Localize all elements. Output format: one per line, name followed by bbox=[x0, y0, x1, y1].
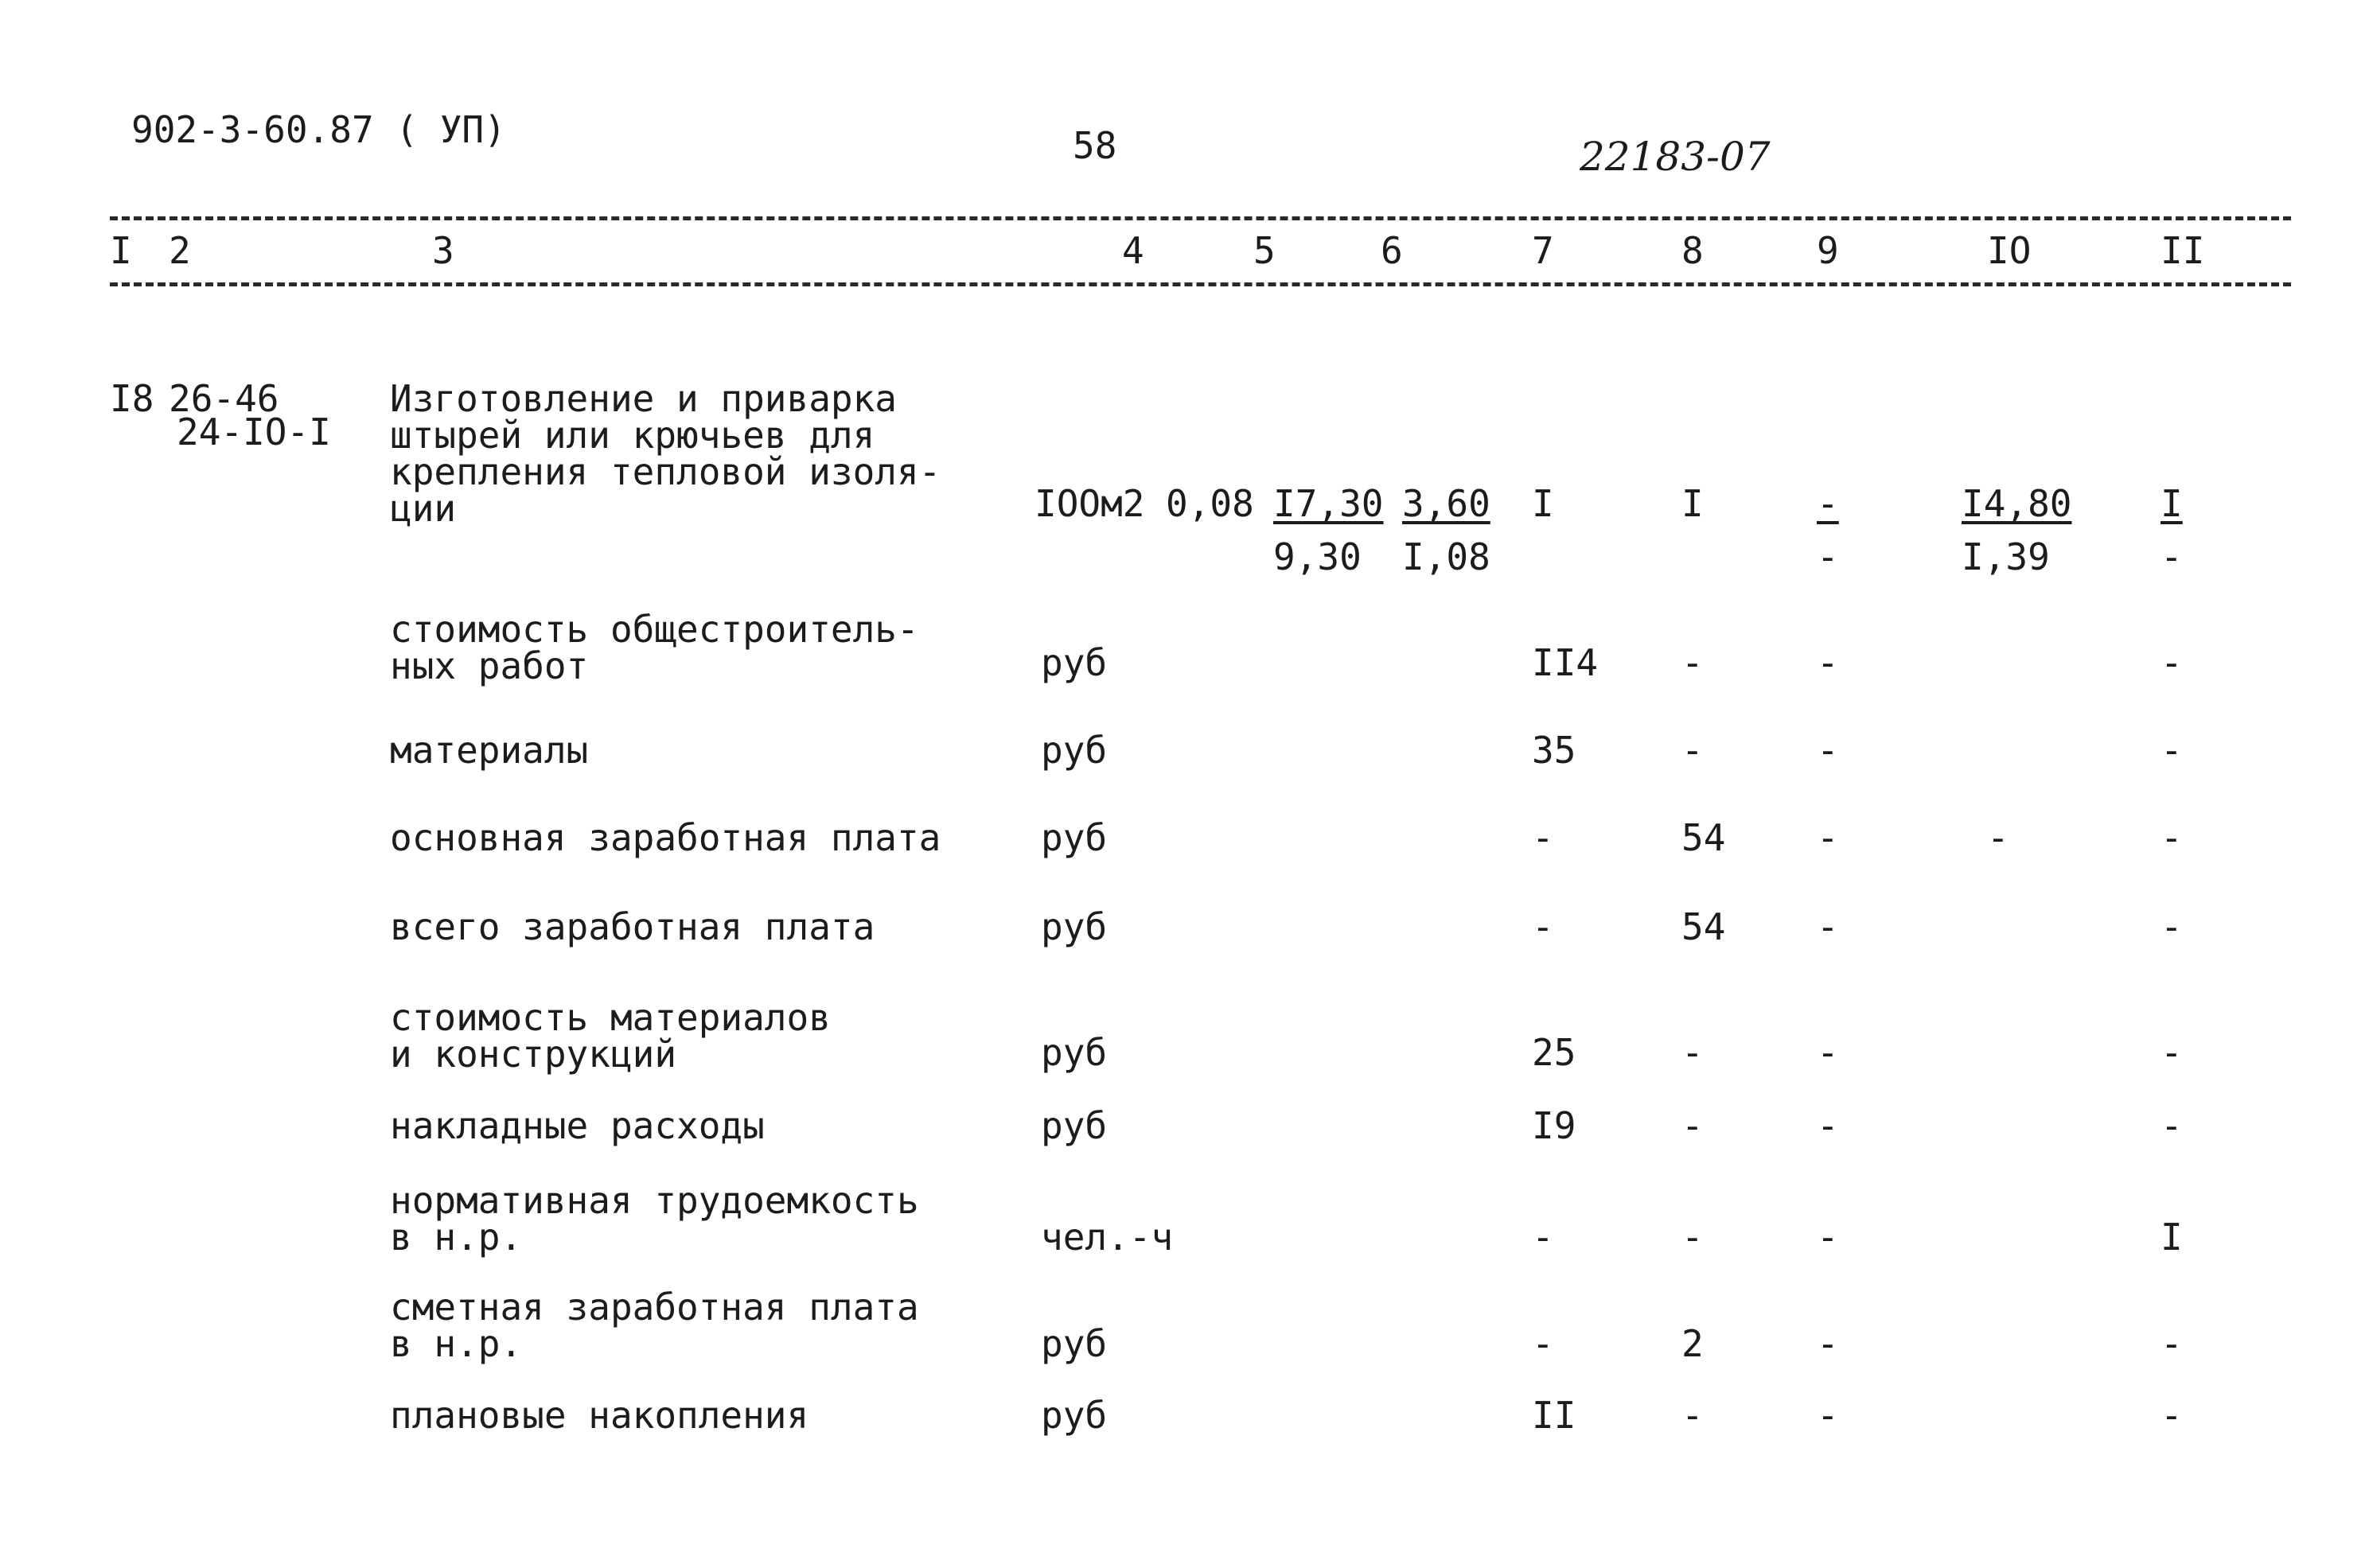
document-code: 902-3-60.87 ( УП) bbox=[131, 108, 506, 151]
cost-row-label: материалы bbox=[390, 729, 589, 772]
cost-row-value: - bbox=[1817, 1104, 1839, 1147]
cost-row-value: - bbox=[2161, 729, 2183, 772]
column-number: IO bbox=[1987, 229, 2032, 272]
column-number: 3 bbox=[432, 229, 454, 272]
cost-row-value: I9 bbox=[1532, 1104, 1576, 1147]
cost-row-value: - bbox=[1817, 1322, 1839, 1365]
cost-row-value: 54 bbox=[1681, 905, 1726, 948]
item-value: I bbox=[2161, 482, 2183, 525]
cost-row-value: - bbox=[2161, 1322, 2183, 1365]
cost-row-unit: руб bbox=[1041, 641, 1108, 684]
cost-row-value: - bbox=[2161, 1104, 2183, 1147]
column-number: 8 bbox=[1681, 229, 1704, 272]
cost-row-unit: руб bbox=[1041, 1031, 1108, 1074]
column-number: II bbox=[2161, 229, 2205, 272]
cost-row-value: - bbox=[2161, 641, 2183, 684]
item-value: - bbox=[2161, 535, 2183, 578]
cost-row-value: - bbox=[1532, 816, 1554, 859]
item-price: 3,60 bbox=[1402, 482, 1490, 525]
column-number: I bbox=[110, 229, 132, 272]
cost-row-unit: руб bbox=[1041, 816, 1108, 859]
cost-row-label: стоимость общестроитель- ных работ bbox=[390, 608, 919, 687]
cost-row-value: - bbox=[1681, 1216, 1704, 1259]
cost-row-value: I bbox=[2161, 1216, 2183, 1259]
cost-row-value: - bbox=[1532, 1322, 1554, 1365]
item-quantity: 0,08 bbox=[1166, 482, 1254, 525]
cost-row-value: - bbox=[1817, 729, 1839, 772]
cost-row-value: - bbox=[1681, 641, 1704, 684]
item-unit: IOOм2 bbox=[1034, 482, 1145, 525]
cost-row-label: накладные расходы bbox=[390, 1104, 765, 1147]
cost-row-value: - bbox=[2161, 1031, 2183, 1074]
cost-row-value: - bbox=[1681, 1394, 1704, 1437]
item-value: I,39 bbox=[1962, 535, 2050, 578]
item-value: - bbox=[1817, 482, 1839, 525]
item-price: 9,30 bbox=[1273, 535, 1362, 578]
item-price: I,08 bbox=[1402, 535, 1490, 578]
column-number: 2 bbox=[169, 229, 191, 272]
column-number: 6 bbox=[1381, 229, 1403, 272]
cost-row-value: - bbox=[1817, 816, 1839, 859]
cost-row-label: нормативная трудоемкость в н.р. bbox=[390, 1179, 919, 1259]
stamp-number: 22183-07 bbox=[1580, 134, 1771, 180]
cost-row-value: - bbox=[2161, 1394, 2183, 1437]
item-value: - bbox=[1817, 535, 1839, 578]
header-rule-bottom bbox=[110, 282, 2291, 286]
item-price: I7,30 bbox=[1273, 482, 1384, 525]
cost-row-value: - bbox=[1817, 1031, 1839, 1074]
cost-row-value: - bbox=[2161, 816, 2183, 859]
cost-row-value: 25 bbox=[1532, 1031, 1576, 1074]
cost-row-value: - bbox=[1532, 905, 1554, 948]
cost-row-unit: руб bbox=[1041, 1104, 1108, 1147]
column-number: 5 bbox=[1253, 229, 1276, 272]
cost-row-label: всего заработная плата bbox=[390, 905, 875, 948]
cost-row-value: - bbox=[1681, 1031, 1704, 1074]
cost-row-value: - bbox=[1987, 816, 2009, 859]
cost-row-unit: руб bbox=[1041, 905, 1108, 948]
cost-row-unit: руб bbox=[1041, 1322, 1108, 1365]
cost-row-label: стоимость материалов и конструкций bbox=[390, 996, 831, 1076]
cost-row-value: - bbox=[1681, 729, 1704, 772]
item-value: I bbox=[1681, 482, 1704, 525]
header-rule-top bbox=[110, 216, 2291, 220]
cost-row-value: - bbox=[1532, 1216, 1554, 1259]
column-number: 9 bbox=[1817, 229, 1839, 272]
cost-row-unit: руб bbox=[1041, 1394, 1108, 1437]
cost-row-label: сметная заработная плата в н.р. bbox=[390, 1286, 919, 1365]
item-number: I8 bbox=[110, 377, 154, 420]
cost-row-label: основная заработная плата bbox=[390, 816, 941, 859]
cost-row-value: - bbox=[1817, 1394, 1839, 1437]
cost-row-value: - bbox=[1681, 1104, 1704, 1147]
cost-row-value: - bbox=[1817, 1216, 1839, 1259]
column-number: 7 bbox=[1532, 229, 1554, 272]
cost-row-value: - bbox=[1817, 905, 1839, 948]
column-number: 4 bbox=[1122, 229, 1144, 272]
cost-row-value: 2 bbox=[1681, 1322, 1704, 1365]
cost-row-unit: чел.-ч bbox=[1041, 1216, 1174, 1259]
cost-row-value: II bbox=[1532, 1394, 1576, 1437]
cost-row-label: плановые накопления bbox=[390, 1394, 809, 1437]
item-description: Изготовление и приварка штырей или крючьев для крепления тепловой изоля- ции bbox=[390, 377, 941, 530]
page-number: 58 bbox=[1073, 124, 1117, 167]
item-value: I bbox=[1532, 482, 1554, 525]
cost-row-value: 54 bbox=[1681, 816, 1726, 859]
cost-row-value: 35 bbox=[1532, 729, 1576, 772]
cost-row-unit: руб bbox=[1041, 729, 1108, 772]
item-code: 26-46 bbox=[169, 377, 279, 420]
cost-row-value: - bbox=[1817, 641, 1839, 684]
cost-row-value: II4 bbox=[1532, 641, 1599, 684]
cost-row-value: - bbox=[2161, 905, 2183, 948]
item-code: 24-IO-I bbox=[177, 410, 331, 453]
item-value: I4,80 bbox=[1962, 482, 2072, 525]
